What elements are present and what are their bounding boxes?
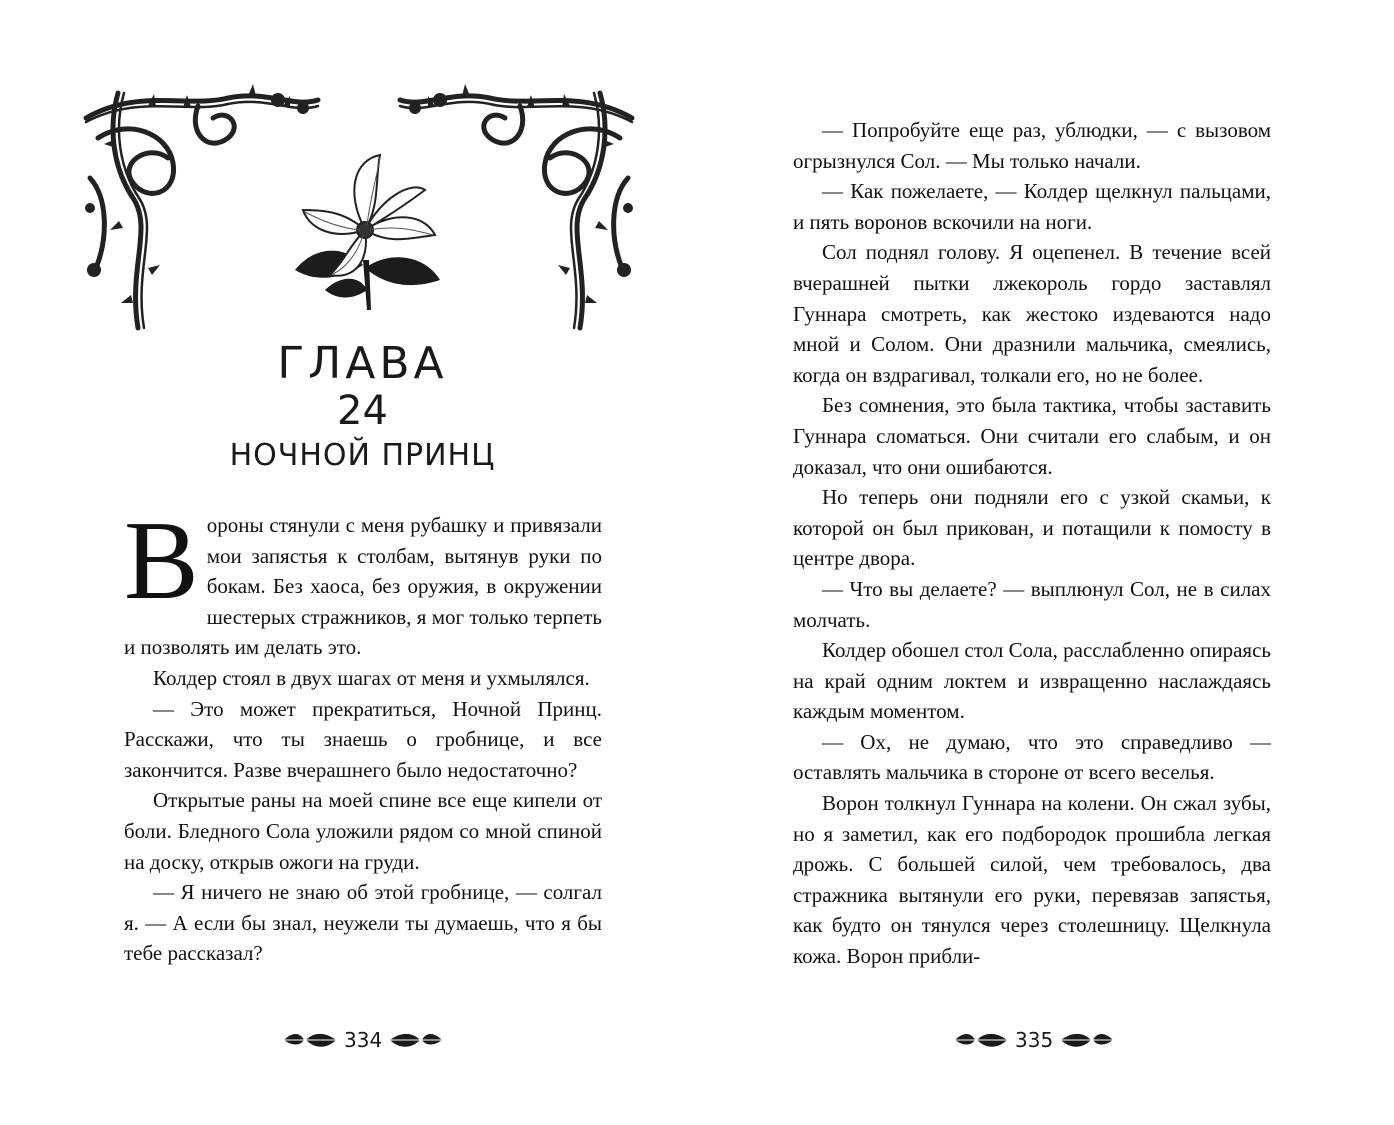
paragraph: Колдер обошел стол Сола, расслабленно опираясь на край одним локтем и извращенно наслаждаясь каждым моментом.: [793, 638, 1271, 724]
leaf-flourish-left-icon: [282, 1028, 338, 1052]
paragraph: — Попробуйте еще раз, ублюдки, — с вызовом огрызнулся Сол. — Мы только начали.: [793, 118, 1271, 173]
leaf-flourish-left-icon: [953, 1028, 1009, 1052]
page-folio-right: [953, 1024, 1115, 1056]
drop-cap: В: [124, 499, 199, 623]
right-page-body: [793, 115, 1271, 972]
paragraph: Без сомнения, это была тактика, чтобы заставить Гуннара сломаться. Они считали его слабым, и он доказал, что они ошибаются.: [793, 393, 1271, 479]
datura-flower-icon: [285, 150, 445, 315]
paragraph: Открытые раны на моей спине все еще кипели от боли. Бледного Сола уложили рядом со мной спиной на доску, открыв ожоги на груди.: [124, 788, 602, 874]
chapter-word: ГЛАВА: [277, 338, 448, 389]
opening-paragraph: [124, 499, 602, 663]
page-number: 334: [344, 1028, 383, 1052]
page-folio-left: [282, 1024, 444, 1056]
paragraph: Но теперь они подняли его с узкой скамьи, к которой он был прикован, и потащили к помосту в центре двора.: [793, 485, 1271, 571]
paragraph: — Как пожелаете, — Колдер щелкнул пальцами, и пять воронов вскочили на ноги.: [793, 179, 1271, 234]
paragraph: — Это может прекратиться, Ночной Принц. Расскажи, что ты знаешь о гробнице, и все закончится. Разве вчерашнего было недостаточно?: [124, 696, 602, 782]
chapter-number: 24: [337, 388, 388, 434]
paragraph: Ворон толкнул Гуннара на колени. Он сжал зубы, но я заметил, как его подбородок прошибла легкая дрожь. С большей силой, чем требовалось, два стражника вытянули его руки, перевязав запястья, как будто он тянулся через столешницу. Щелкнула кожа. Ворон прибли-: [793, 791, 1271, 969]
paragraph: Сол поднял голову. Я оцепенел. В течение всей вчерашней пытки лжекороль гордо заставлял Гуннара смотреть, как жестоко издеваются надо мной и Солом. Они дразнили мальчика, смеялись, когда он вздрагивал, толкали его, но не более.: [793, 240, 1271, 387]
left-page-body: [124, 499, 602, 969]
paragraph: Колдер стоял в двух шагах от меня и ухмылялся.: [153, 665, 590, 690]
leaf-flourish-right-icon: [388, 1028, 444, 1052]
paragraph: — Что вы делаете? — выплюнул Сол, не в силах молчать.: [793, 576, 1271, 632]
page-number: 335: [1015, 1028, 1054, 1052]
opening-paragraph-text: ороны стянули с меня рубашку и привязали мои запястья к столбам, вытянув руки по бокам. Без хаоса, без оружия, в окружении шестерых стражников, я мог только терпеть и позволять им делать это.: [124, 513, 602, 660]
paragraph: — Ох, не думаю, что это справедливо — оставлять мальчика в стороне от всего веселья.: [793, 729, 1271, 785]
paragraph: — Я ничего не знаю об этой гробнице, — солгал я. — А если бы знал, неужели ты думаешь, что я бы тебе рассказал?: [124, 880, 602, 966]
leaf-flourish-right-icon: [1059, 1028, 1115, 1052]
chapter-title: НОЧНОЙ ПРИНЦ: [229, 438, 496, 473]
